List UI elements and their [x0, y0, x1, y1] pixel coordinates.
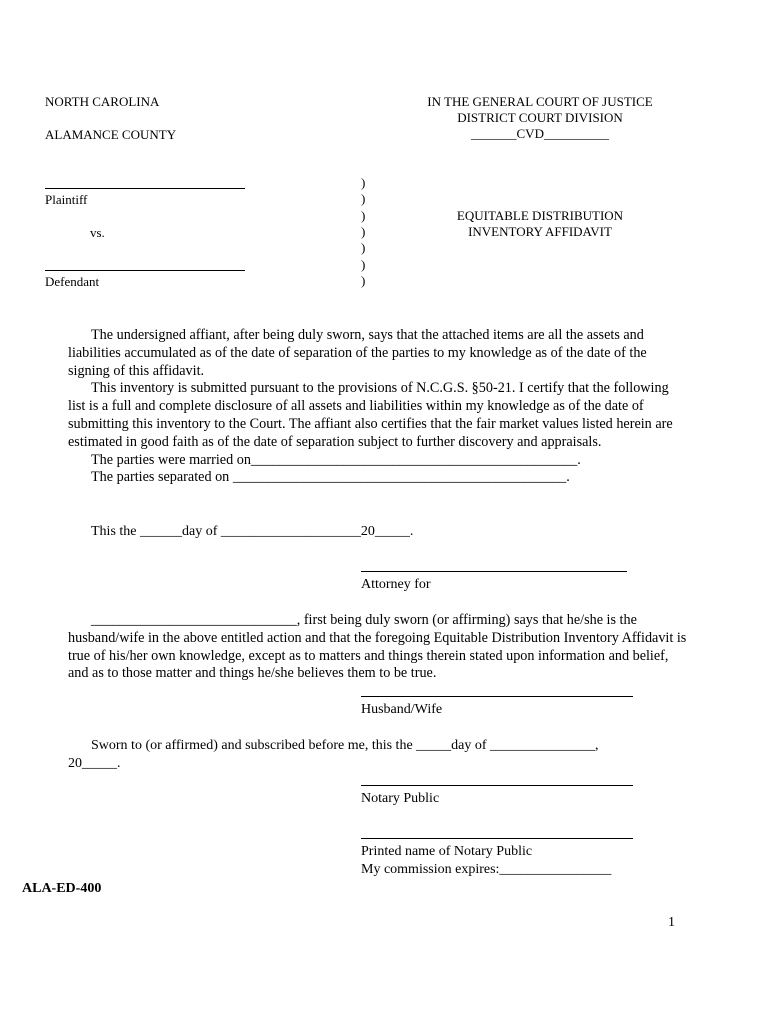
defendant-name-line[interactable] — [45, 270, 245, 271]
sworn-statement: Sworn to (or affirmed) and subscribed before me, this the _____day of _______________, — [91, 738, 599, 753]
caption-paren: ) — [361, 273, 366, 288]
defendant-label: Defendant — [45, 274, 100, 289]
plaintiff-label: Plaintiff — [45, 192, 88, 207]
signing-date-field[interactable]: This the ______day of ____________________20_____. — [91, 524, 414, 539]
commission-expires-field[interactable]: My commission expires:________________ — [361, 862, 612, 877]
caption-paren: ) — [361, 224, 366, 239]
oath-paragraph — [68, 612, 688, 683]
versus-label: vs. — [90, 225, 105, 240]
oath-text: _____________________________, first being duly sworn (or affirming) says that he/she is the husband/wife in the above entitled action and that the foregoing Equitable Distribution Inventory Affidavit is true of his/her own knowledge, except as to matters and things therein stated upon information and belief, and as to those matter and things he/she believes them to be true. — [68, 612, 687, 682]
case-number-field[interactable]: _______CVD__________ — [471, 126, 609, 141]
caption-paren: ) — [361, 208, 366, 223]
caption-paren: ) — [361, 175, 366, 190]
marriage-date-field[interactable]: The parties were married on______________________________________________. — [91, 451, 581, 468]
attorney-signature-line[interactable] — [361, 571, 627, 572]
court-name-line1: IN THE GENERAL COURT OF JUSTICE — [427, 94, 653, 109]
caption-paren: ) — [361, 191, 366, 206]
affidavit-paragraph-1: The undersigned affiant, after being duly sworn, says that the attached items are all the assets and liabilities accumulated as of the date of separation of the parties to my knowledge as of the date of the signing of this affidavit. — [68, 327, 647, 379]
affidavit-paragraph-2: This inventory is submitted pursuant to the provisions of N.C.G.S. §50-21. I certify that the following list is a full and complete disclosure of all assets and liabilities within my knowledge as of the date of submitting this inventory to the Court. The affiant also certifies that the fair market values listed herein are estimated in good faith as of the date of separation subject to further discovery and appraisals. — [68, 380, 673, 450]
husband-wife-label: Husband/Wife — [361, 702, 443, 717]
page-number: 1 — [668, 915, 675, 930]
notary-printed-name-line[interactable] — [361, 838, 633, 839]
county-label: ALAMANCE COUNTY — [45, 127, 177, 142]
plaintiff-name-line[interactable] — [45, 188, 245, 189]
document-title-line1: EQUITABLE DISTRIBUTION — [456, 208, 624, 223]
separation-date-field[interactable]: The parties separated on _______________________________________________. — [91, 469, 570, 486]
husband-wife-signature-line[interactable] — [361, 696, 633, 697]
sworn-year-field[interactable]: 20_____. — [68, 756, 121, 771]
form-id: ALA-ED-400 — [22, 881, 102, 896]
notary-signature-line[interactable] — [361, 785, 633, 786]
affidavit-body — [68, 327, 688, 487]
caption-paren: ) — [361, 257, 366, 272]
document-title-line2: INVENTORY AFFIDAVIT — [468, 224, 612, 239]
caption-paren: ) — [361, 240, 366, 255]
state-label: NORTH CAROLINA — [45, 94, 160, 109]
court-name-line2: DISTRICT COURT DIVISION — [457, 110, 623, 125]
attorney-label: Attorney for — [361, 577, 431, 592]
notary-printed-name-label: Printed name of Notary Public — [361, 844, 533, 859]
notary-public-label: Notary Public — [361, 791, 440, 806]
